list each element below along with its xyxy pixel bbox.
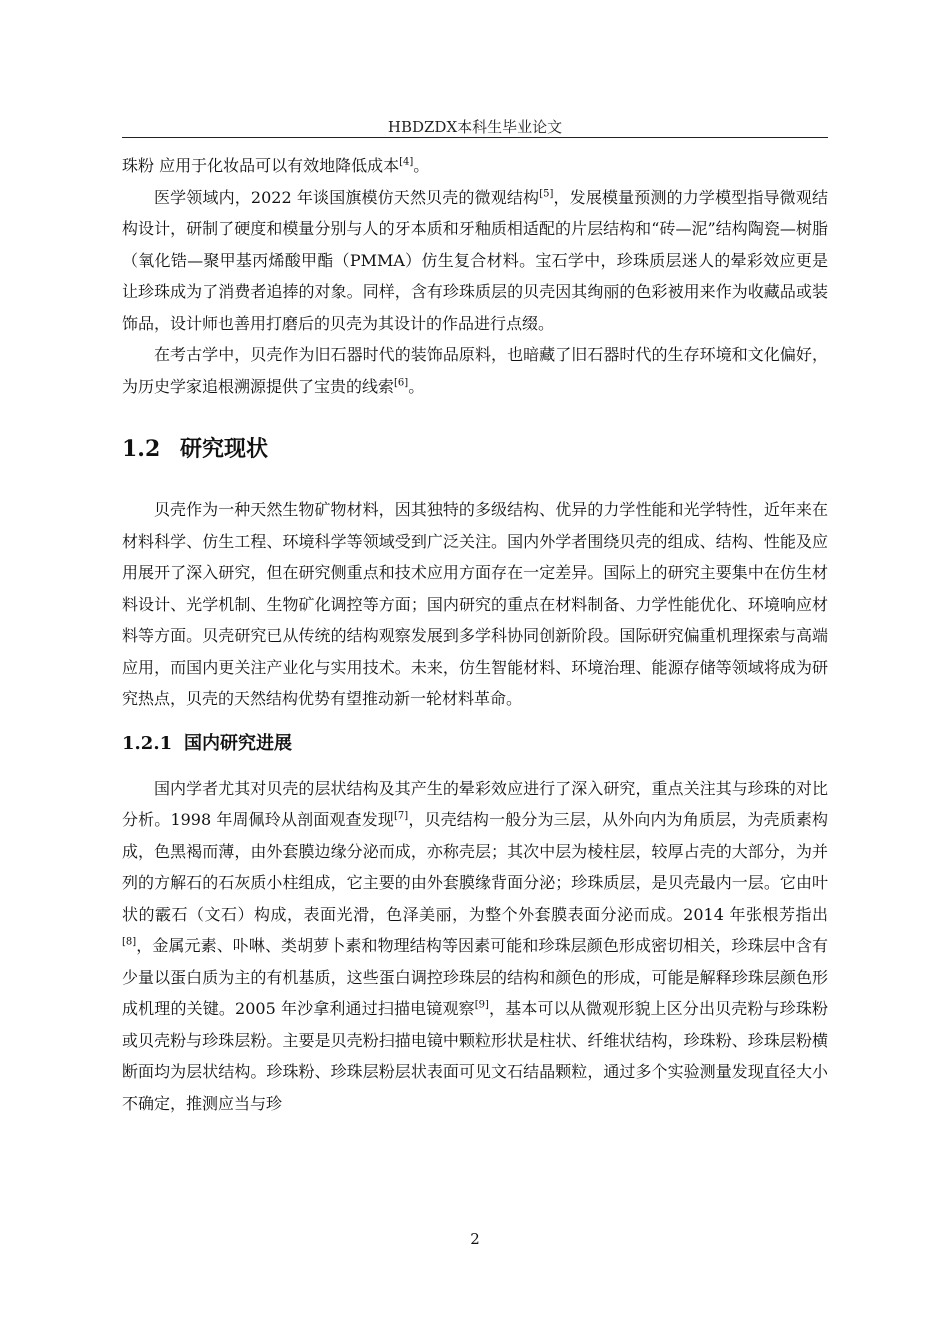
section-heading (122, 432, 828, 466)
body-paragraph (122, 494, 828, 715)
text-run: ，贝壳结构一般分为三层，从外向内为角质层，为壳质素构成，色黑褐而薄，由外套膜边缘分泌而成，亦称壳层；其次中层为棱柱层，较厚占壳的大部分，为并列的方解石的石灰质小柱组成，它主要的由外套膜缘背面分泌；珍珠质层，是贝壳最内一层。它由叶状的霰石（文石）构成，表面光滑，色泽美丽，为整个外套膜表面分泌而成。2014 年张根芳指出 (122, 810, 828, 924)
text-run: 。 (408, 376, 425, 396)
text-run: ，金属元素、卟啉、类胡萝卜素和物理结构等因素可能和珍珠层颜色形成密切相关，珍珠层中含有少量以蛋白质为主的有机基质，这些蛋白调控珍珠层的结构和颜色的形成，可能是解释珍珠层颜色形成机理的关键。2005 年沙拿利通过扫描电镜观察 (122, 936, 828, 1018)
text-run: ，基本可以从微观形貌上区分出贝壳粉与珍珠粉或贝壳粉与珍珠层粉。主要是贝壳粉扫描电镜中颗粒形状是柱状、纤维状结构，珍珠粉、珍珠层粉横断面均为层状结构。珍珠粉、珍珠层粉层状表面可见文石结晶颗粒，通过多个实验测量发现直径大小不确定，推测应当与珍 (122, 999, 828, 1113)
text-run: 贝壳作为一种天然生物矿物材料，因其独特的多级结构、优异的力学性能和光学特性，近年来在材料科学、仿生工程、环境科学等领域受到广泛关注。国内外学者围绕贝壳的组成、结构、性能及应用展开了深入研究，但在研究侧重点和技术应用方面存在一定差异。国际上的研究主要集中在仿生材料设计、光学机制、生物矿化调控等方面；国内研究的重点在材料制备、力学性能优化、环境响应材料等方面。贝壳研究已从传统的结构观察发展到多学科协同创新阶段。国际研究偏重机理探索与高端应用，而国内更关注产业化与实用技术。未来，仿生智能材料、环境治理、能源存储等领域将成为研究热点，贝壳的天然结构优势有望推动新一轮材料革命。 (122, 500, 828, 708)
text-run: 。 (413, 156, 430, 175)
heading-number: 1.2.1 (122, 732, 173, 754)
running-header: HBDZDX本科生毕业论文 (387, 118, 563, 136)
citation-ref: [9] (474, 999, 489, 1011)
body-paragraph (122, 182, 828, 340)
header-rule (122, 137, 828, 138)
citation-ref: [7] (394, 810, 409, 822)
body-paragraph (122, 339, 828, 402)
text-run: 国内学者尤其对贝壳的层状结构及其产生的晕彩效应进行了深入研究，重点关注其与珍珠的对比分析。1998 年周佩玲从剖面观查发现 (122, 778, 828, 829)
citation-ref: [6] (394, 377, 409, 389)
citation-ref: [5] (539, 188, 554, 200)
body-paragraph (122, 773, 828, 1120)
citation-ref: [8] (122, 936, 137, 948)
text-run: ，发展模量预测的力学模型指导微观结构设计，研制了硬度和模量分别与人的牙本质和牙釉质相适配的片层结构和“砖—泥”结构陶瓷—树脂（氧化锆—聚甲基丙烯酸甲酯（PMMA）仿生复合材料。宝石学中，珍珠质层迷人的晕彩效应更是让珍珠成为了消费者追捧的对象。同样，含有珍珠质层的贝壳因其绚丽的色彩被用来作为收藏品或装饰品，设计师也善用打磨后的贝壳为其设计的作品进行点缀。 (122, 187, 828, 333)
text-run: 珠粉 应用于化妆品可以有效地降低成本 (122, 156, 400, 175)
heading-number: 1.2 (122, 436, 161, 462)
page-body (122, 150, 828, 1119)
citation-ref: [4] (399, 156, 414, 168)
text-run: 在考古学中，贝壳作为旧石器时代的装饰品原料，也暗藏了旧石器时代的生存环境和文化偏好，为历史学家追根溯源提供了宝贵的线索 (122, 345, 828, 396)
heading-text: 国内研究进展 (184, 732, 292, 754)
heading-text: 研究现状 (180, 436, 269, 462)
subsection-heading (122, 729, 828, 759)
body-paragraph (122, 150, 828, 182)
page-number: 2 (470, 1230, 480, 1248)
text-run: 医学领域内，2022 年谈国旗模仿天然贝壳的微观结构 (154, 187, 540, 207)
